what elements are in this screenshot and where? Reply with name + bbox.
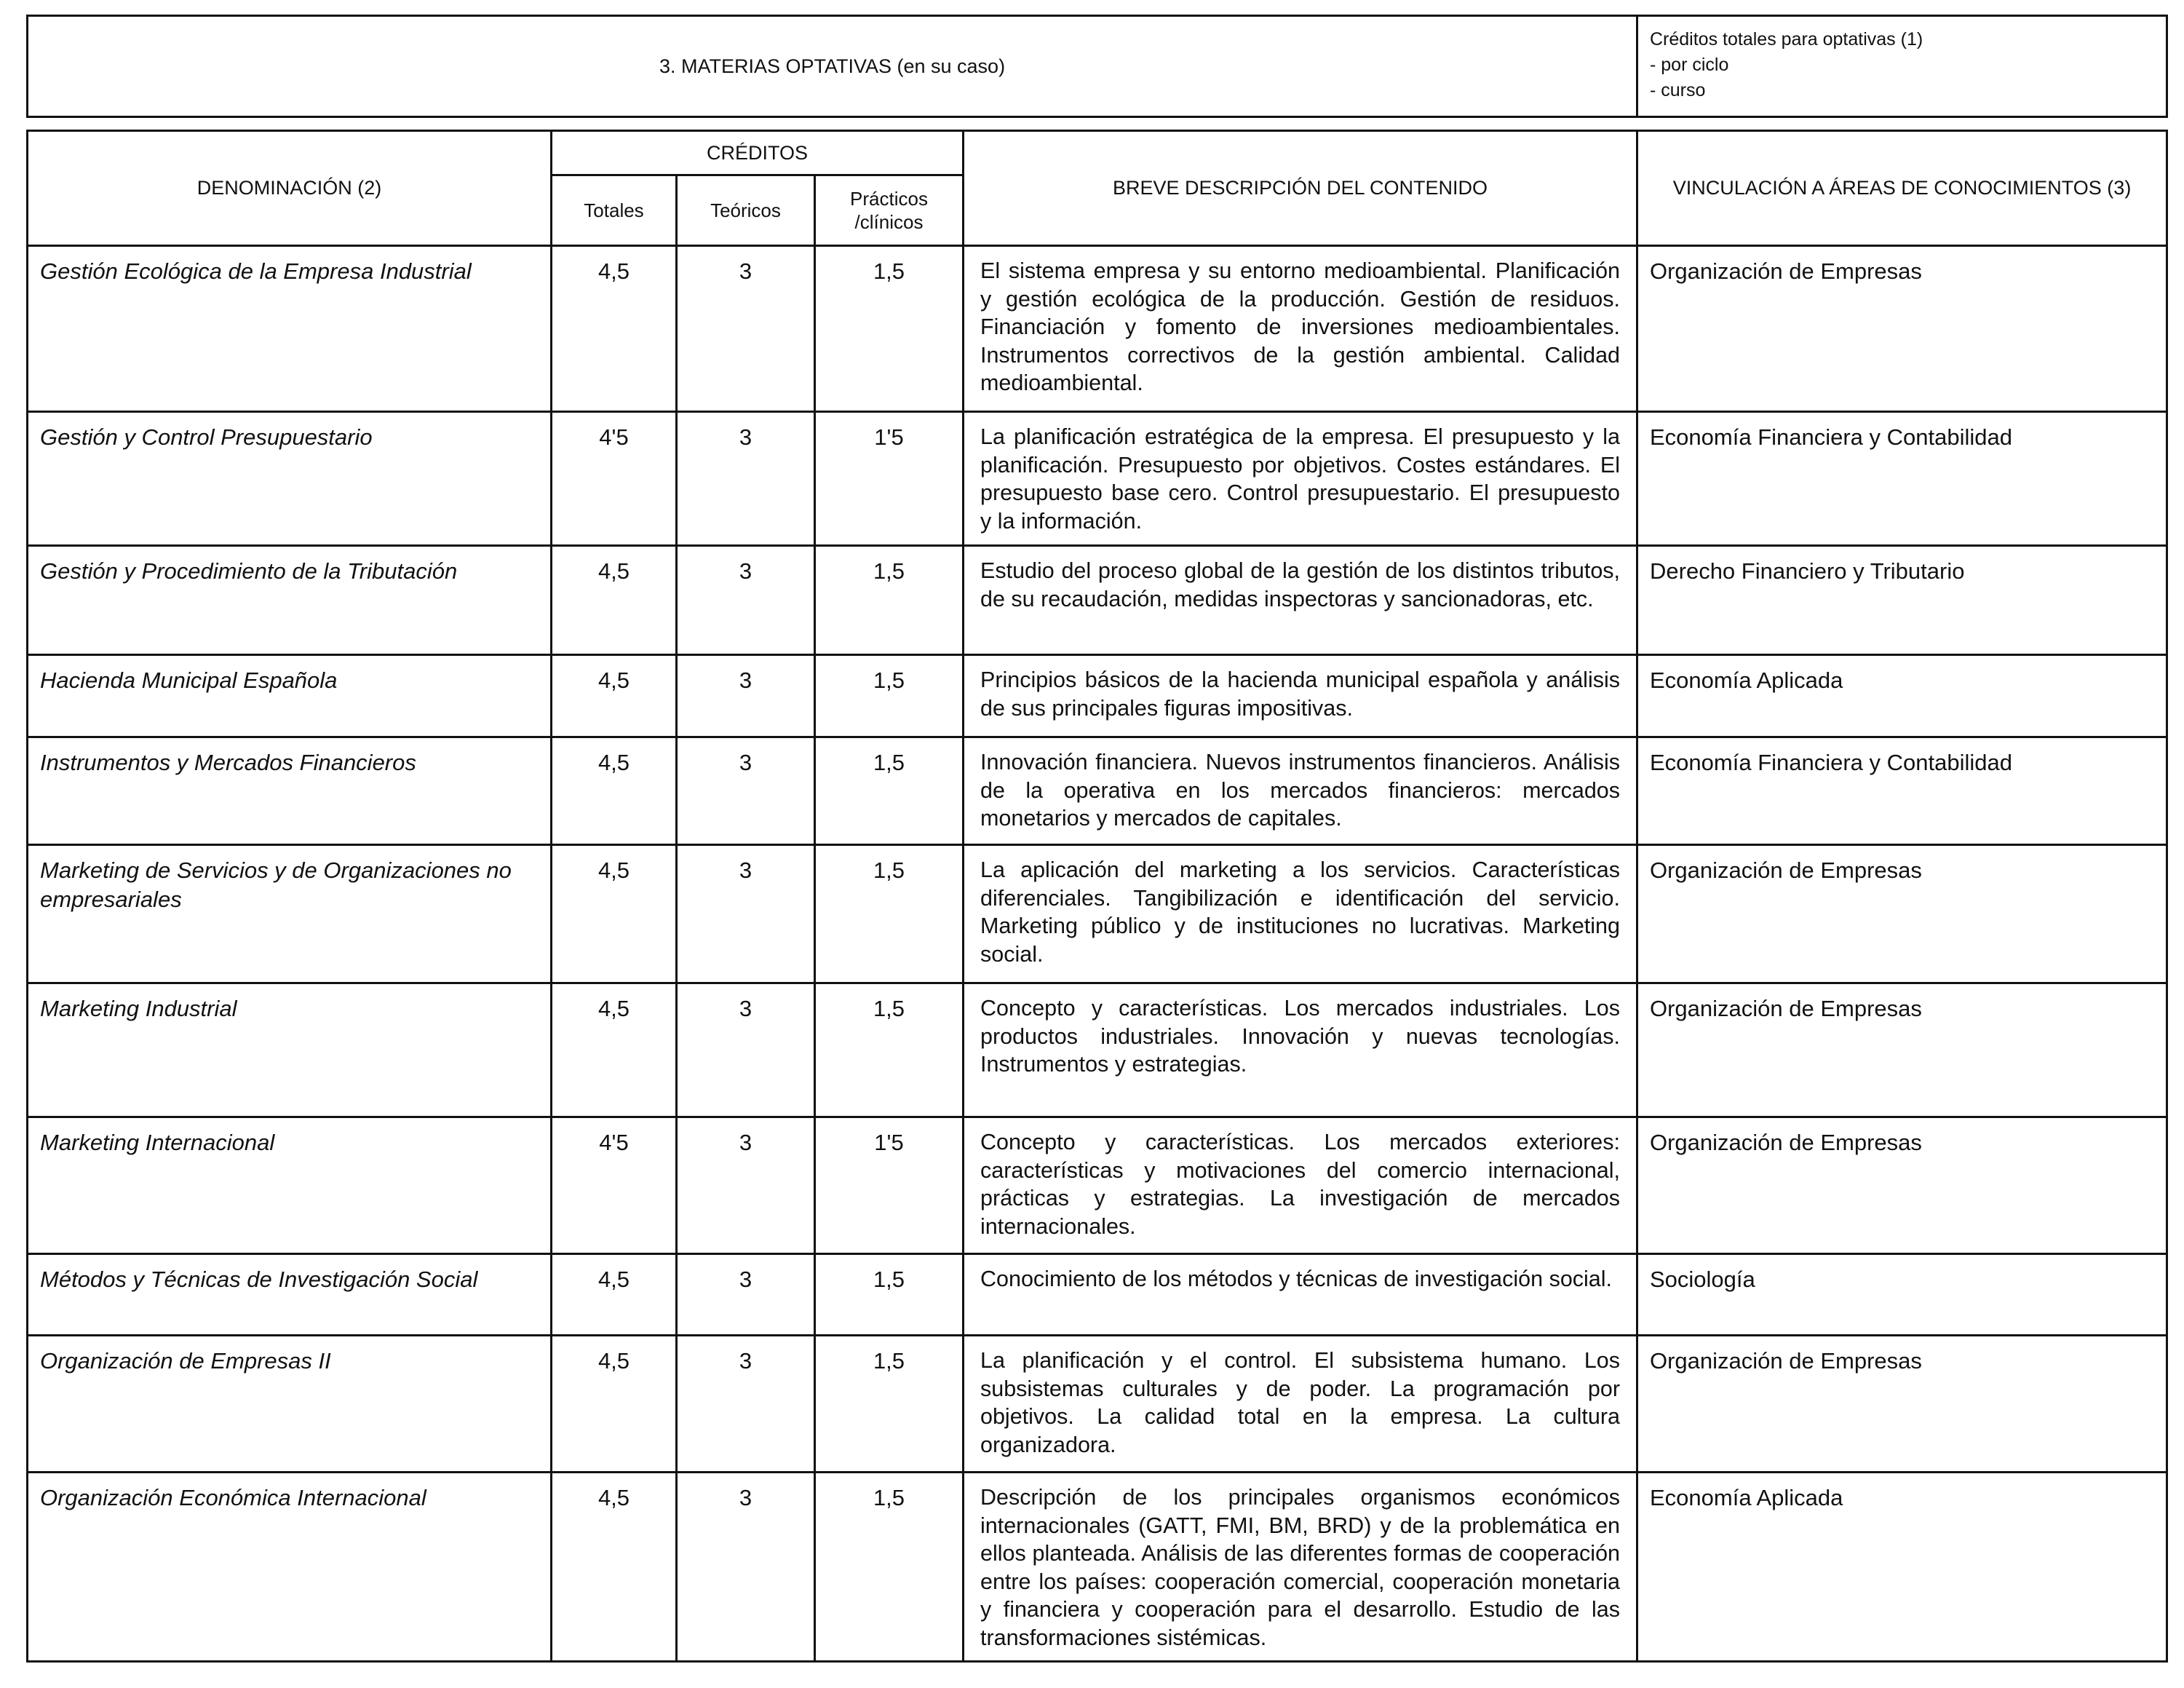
knowledge-area: Economía Aplicada [1637,655,2167,737]
subject-name: Instrumentos y Mercados Financieros [28,737,552,845]
subject-name: Marketing Industrial [28,983,552,1117]
credits-practicos: 1,5 [815,983,964,1117]
section-title: 3. MATERIAS OPTATIVAS (en su caso) [28,16,1637,117]
knowledge-area: Derecho Financiero y Tributario [1637,546,2167,655]
total-credits-box [1637,16,2167,117]
subject-name: Gestión Ecológica de la Empresa Industrial [28,246,552,412]
header-creditos: CRÉDITOS [552,131,964,175]
credits-teoricos: 3 [677,246,815,412]
credits-teoricos: 3 [677,737,815,845]
knowledge-area: Organización de Empresas [1637,1336,2167,1473]
subject-description: Conocimiento de los métodos y técnicas de investigación social. [964,1254,1637,1336]
header-vinculacion: VINCULACIÓN A ÁREAS DE CONOCIMIENTOS (3) [1637,131,2167,246]
subject-name: Marketing Internacional [28,1117,552,1254]
credits-teoricos: 3 [677,1473,815,1662]
subject-description: La planificación y el control. El subsistema humano. Los subsistemas culturales y de poder. La programación por objetivos. La calidad total en la empresa. La cultura organizadora. [964,1336,1637,1473]
column-header-row [28,131,2167,175]
credits-teoricos: 3 [677,845,815,983]
credits-totales: 4,5 [552,1254,677,1336]
subject-name: Hacienda Municipal Española [28,655,552,737]
subject-description: La planificación estratégica de la empresa. El presupuesto y la planificación. Presupuesto por objetivos. Costes estándares. El presupuesto base cero. Control presupuestario. El presupuesto y la información. [964,412,1637,546]
optional-subjects-page [26,15,2166,1663]
table-row [28,845,2167,983]
header-practicos-line1: Prácticos [850,188,928,210]
credits-totales: 4'5 [552,412,677,546]
header-denominacion: DENOMINACIÓN (2) [28,131,552,246]
credits-totales: 4,5 [552,1473,677,1662]
table-row [28,983,2167,1117]
subject-description: Estudio del proceso global de la gestión de los distintos tributos, de su recaudación, medidas inspectoras y sancionadoras, etc. [964,546,1637,655]
table-row [28,655,2167,737]
credits-practicos: 1,5 [815,246,964,412]
table-row [28,546,2167,655]
subject-name: Organización de Empresas II [28,1336,552,1473]
subject-description: Innovación financiera. Nuevos instrumentos financieros. Análisis de la operativa en los mercados financieros: mercados monetarios y mercados de capitales. [964,737,1637,845]
table-row [28,737,2167,845]
credits-totales: 4,5 [552,1336,677,1473]
credits-teoricos: 3 [677,1117,815,1254]
credits-totales: 4,5 [552,845,677,983]
knowledge-area: Economía Financiera y Contabilidad [1637,412,2167,546]
credits-practicos: 1,5 [815,1473,964,1662]
spacer-row [28,117,2167,131]
credits-teoricos: 3 [677,655,815,737]
subject-description: Descripción de los principales organismos económicos internacionales (GATT, FMI, BM, BRD) y de la problemática en ellos planteada. Análisis de las diferentes formas de cooperación entre los países: cooperación comercial, cooperación monetaria y financiera y cooperación para el desarrollo. Estudio de las transformaciones sistémicas. [964,1473,1637,1662]
table-row [28,246,2167,412]
credits-totales: 4,5 [552,737,677,845]
subject-description: Concepto y características. Los mercados exteriores: características y motivaciones del comercio internacional, prácticas y estrategias. La investigación de mercados internacionales. [964,1117,1637,1254]
table-row [28,412,2167,546]
credits-practicos: 1,5 [815,546,964,655]
subject-description: El sistema empresa y su entorno medioambiental. Planificación y gestión ecológica de la producción. Gestión de residuos. Financiación y fomento de inversiones medioambientales. Instrumentos correctivos de la gestión ambiental. Calidad medioambiental. [964,246,1637,412]
credits-totales: 4,5 [552,546,677,655]
subject-description: Concepto y características. Los mercados industriales. Los productos industriales. Innovación y nuevas tecnologías. Instrumentos y estrategias. [964,983,1637,1117]
header-practicos-line2: /clínicos [854,211,924,233]
credits-totales: 4,5 [552,655,677,737]
credits-teoricos: 3 [677,1336,815,1473]
credits-practicos: 1,5 [815,1336,964,1473]
credits-totales: 4,5 [552,246,677,412]
credits-practicos: 1,5 [815,737,964,845]
per-cycle-label: - por ciclo [1650,55,1729,75]
table-row [28,1117,2167,1254]
header-teoricos: Teóricos [677,175,815,246]
credits-practicos: 1,5 [815,655,964,737]
table-row [28,1473,2167,1662]
header-descripcion: BREVE DESCRIPCIÓN DEL CONTENIDO [964,131,1637,246]
credits-teoricos: 3 [677,412,815,546]
subject-name: Métodos y Técnicas de Investigación Social [28,1254,552,1336]
knowledge-area: Organización de Empresas [1637,246,2167,412]
subject-description: La aplicación del marketing a los servicios. Características diferenciales. Tangibilización e identificación del servicio. Marketing público y de instituciones no lucrativas. Marketing social. [964,845,1637,983]
credits-practicos: 1,5 [815,1254,964,1336]
optional-subjects-table [26,15,2168,1663]
knowledge-area: Organización de Empresas [1637,1117,2167,1254]
header-practicos [815,175,964,246]
subject-name: Gestión y Procedimiento de la Tributación [28,546,552,655]
table-row [28,1254,2167,1336]
subject-description: Principios básicos de la hacienda municipal española y análisis de sus principales figuras impositivas. [964,655,1637,737]
credits-totales: 4'5 [552,1117,677,1254]
knowledge-area: Organización de Empresas [1637,845,2167,983]
subject-name: Organización Económica Internacional [28,1473,552,1662]
per-course-label: - curso [1650,80,1706,100]
header-totales: Totales [552,175,677,246]
title-row [28,16,2167,117]
knowledge-area: Economía Financiera y Contabilidad [1637,737,2167,845]
credits-practicos: 1,5 [815,845,964,983]
knowledge-area: Economía Aplicada [1637,1473,2167,1662]
credits-teoricos: 3 [677,546,815,655]
subject-name: Gestión y Control Presupuestario [28,412,552,546]
total-credits-label: Créditos totales para optativas (1) [1650,29,1923,49]
subject-name: Marketing de Servicios y de Organizaciones no empresariales [28,845,552,983]
credits-practicos: 1'5 [815,412,964,546]
knowledge-area: Organización de Empresas [1637,983,2167,1117]
knowledge-area: Sociología [1637,1254,2167,1336]
credits-teoricos: 3 [677,983,815,1117]
table-row [28,1336,2167,1473]
credits-practicos: 1'5 [815,1117,964,1254]
credits-teoricos: 3 [677,1254,815,1336]
credits-totales: 4,5 [552,983,677,1117]
